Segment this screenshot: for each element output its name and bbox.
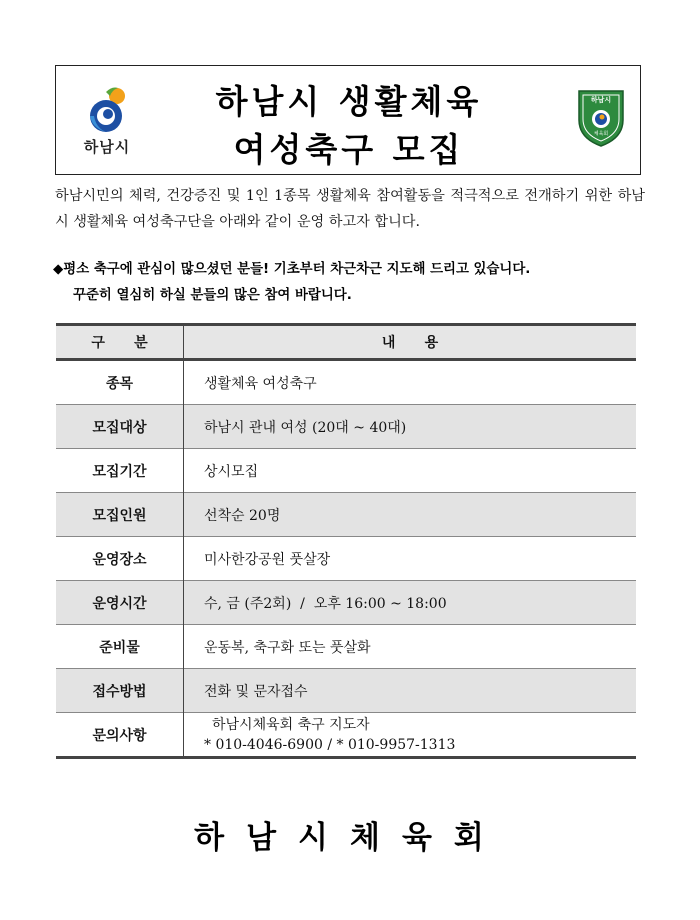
row-value: 하남시 관내 여성 (20대 ~ 40대) (184, 405, 637, 449)
notice-line1: ◆평소 축구에 관심이 많으셨던 분들! 기초부터 차근차근 지도해 드리고 있습니다. (53, 262, 531, 277)
table-row (56, 625, 636, 669)
table-row (56, 449, 636, 493)
row-value: 전화 및 문자접수 (184, 669, 637, 713)
title-box (55, 65, 641, 175)
contact-name: 하남시체육회 축구 지도자 (212, 716, 370, 733)
table-row (56, 713, 636, 758)
row-label: 문의사항 (56, 713, 184, 758)
logo-text: 하남시 (83, 138, 131, 156)
table-row (56, 493, 636, 537)
recruitment-info-table (56, 323, 636, 759)
page-title-line1: 하남시 생활체육 (215, 82, 483, 121)
row-label: 종목 (56, 360, 184, 405)
row-value: 선착순 20명 (184, 493, 637, 537)
row-label: 운영시간 (56, 581, 184, 625)
table-row (56, 405, 636, 449)
table-row (56, 581, 636, 625)
page-title-line2: 여성축구 모집 (233, 130, 465, 169)
row-value (184, 713, 637, 758)
intro-paragraph: 하남시민의 체력, 건강증진 및 1인 1종목 생활체육 참여활동을 적극적으로 전개하기 위한 하남시 생활체육 여성축구단을 아래와 같이 운영 하고자 합니다. (55, 188, 645, 230)
row-value: 운동복, 축구화 또는 풋살화 (204, 639, 371, 656)
header-content: 내 용 (184, 325, 637, 360)
table-row (56, 669, 636, 713)
row-label: 모집인원 (56, 493, 184, 537)
row-label: 모집대상 (56, 405, 184, 449)
hanam-logo-mark-icon (72, 84, 142, 136)
row-label: 모집기간 (56, 449, 184, 493)
contact-phones: * 010-4046-6900 / * 010-9957-1313 (204, 736, 456, 753)
row-value: 상시모집 (204, 463, 259, 480)
sports-council-emblem (576, 88, 626, 148)
header-category: 구 분 (56, 325, 184, 360)
row-value: 생활체육 여성축구 (204, 375, 317, 392)
table-row (56, 537, 636, 581)
notice-block (53, 257, 653, 309)
notice-line2: 꾸준히 열심히 하실 분들의 많은 참여 바랍니다. (73, 288, 352, 303)
row-value: 미사한강공원 풋살장 (204, 551, 331, 568)
row-label: 준비물 (56, 625, 184, 669)
table-row (56, 360, 636, 405)
row-label: 접수방법 (56, 669, 184, 713)
row-label: 운영장소 (56, 537, 184, 581)
organization-footer: 하남시체육회 (194, 820, 506, 856)
table-header-row (56, 325, 636, 360)
hanam-logo (72, 84, 142, 156)
emblem-text: 하남시 (590, 96, 612, 104)
row-value: 수, 금 (주2회) / 오후 16:00 ~ 18:00 (184, 581, 637, 625)
emblem-subtext: 체육회 (593, 131, 609, 137)
